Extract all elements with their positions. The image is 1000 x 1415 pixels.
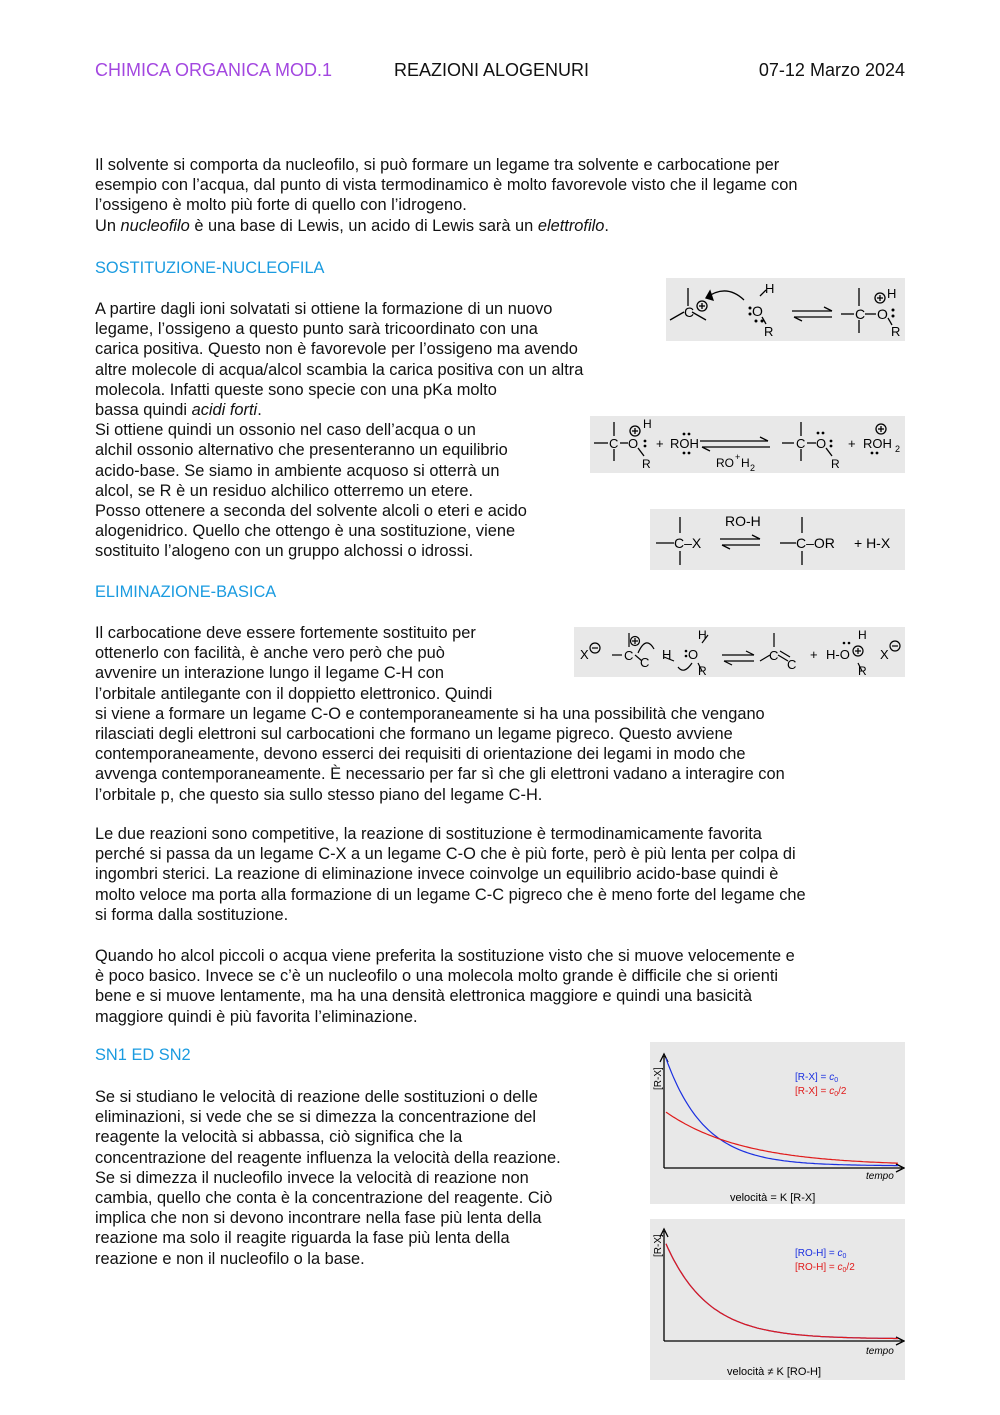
- sn-paragraph: [95, 1087, 635, 1269]
- text-line: Le due reazioni sono competitive, la reazione di sostituzione è termodinamicamente favorita: [95, 825, 762, 843]
- text-line: contemporaneamente, devono esserci dei requisiti di orientazione dei legami in modo che: [95, 745, 746, 764]
- condition-label: RO: [716, 456, 734, 470]
- svg-text:+: +: [656, 436, 664, 451]
- x-axis-label: tempo: [866, 1171, 894, 1182]
- text-fragment: è una base di Lewis, un acido di Lewis sarà un: [189, 216, 538, 235]
- text-line: l’orbitale antilegante con il doppietto elettronico. Quindi: [95, 684, 493, 703]
- text-line: Il carbocatione deve essere fortemente sostituito per: [95, 624, 476, 642]
- svg-text:+: +: [735, 452, 741, 462]
- reaction-scheme-4: [574, 627, 905, 677]
- plus-sign: +: [810, 647, 818, 662]
- chart-panel-2: [650, 1219, 905, 1380]
- text-line: ottenerlo con facilità, è anche vero però che può: [95, 644, 445, 663]
- svg-text:O: O: [752, 303, 763, 319]
- label-h: H: [643, 417, 652, 431]
- text-line: Quando ho alcol piccoli o acqua viene preferita la sostituzione visto che si muove velocemente e: [95, 947, 795, 965]
- intro-paragraph: [95, 155, 905, 236]
- text-line: Se si studiano le velocità di reazione delle sostituzioni o delle: [95, 1088, 538, 1106]
- chart-legend: [795, 1248, 855, 1274]
- label-x: X: [580, 647, 589, 662]
- chart-caption: velocità ≠ K [RO-H]: [727, 1366, 822, 1378]
- competition-paragraph: [95, 824, 905, 925]
- svg-text:+: +: [848, 436, 856, 451]
- legend-entry-0: $[RO-H] = c_0$: [795, 1248, 847, 1260]
- text-line: sostituito l’alogeno con un gruppo alchossi o idrossi.: [95, 542, 474, 561]
- text-line: avvenga contemporaneamente. È necessario per far sì che gli elettroni vadano a interagire con: [95, 765, 785, 784]
- text-line: legame, l’ossigeno a questo punto sarà tricoordinato con una: [95, 320, 538, 339]
- series-line-0: [666, 1058, 898, 1165]
- text-fragment: Un: [95, 216, 121, 235]
- svg-text:O: O: [628, 436, 639, 451]
- text-line: si forma dalla sostituzione.: [95, 905, 289, 924]
- section-title-sn1-sn2: SN1 ED SN2: [95, 1046, 191, 1064]
- label-h: H: [662, 647, 672, 662]
- chart-series-group: [666, 1058, 898, 1165]
- text-line: molecola. Infatti queste sono specie con una pKa molto: [95, 380, 497, 399]
- text-line: [95, 216, 905, 236]
- text-line: altre molecole di acqua/alcol scambia la carica positiva con un altra: [95, 360, 584, 379]
- section-title-eliminazione: ELIMINAZIONE-BASICA: [95, 583, 277, 601]
- label-h: H: [698, 628, 707, 642]
- chart-series-group: [666, 1244, 898, 1339]
- preference-paragraph: [95, 946, 905, 1027]
- scheme-solvent-attack: [666, 278, 905, 341]
- text-line: concentrazione del reagente influenza la velocità della reazione.: [95, 1148, 561, 1167]
- text-line: A partire dagli ioni solvatati si ottiene la formazione di un nuovo: [95, 300, 553, 318]
- text-line: ingombri sterici. La reazione di eliminazione invece coinvolge un equilibrio acido-base quindi è: [95, 865, 779, 884]
- chart-legend: [795, 1072, 847, 1098]
- label-r: R: [858, 664, 867, 677]
- label-h: H: [887, 286, 897, 301]
- svg-text:O: O: [688, 647, 699, 662]
- x-axis-label: tempo: [866, 1346, 894, 1357]
- svg-text:C: C: [684, 304, 695, 320]
- course-title: CHIMICA ORGANICA MOD.1: [95, 60, 333, 80]
- text-line: implica che non si devono incontrare nella fase più lenta della: [95, 1209, 542, 1228]
- section-title-sostituzione: SOSTITUZIONE-NUCLEOFILA: [95, 259, 325, 277]
- text-line: l’orbitale p, che questo sia sullo stesso piano del legame C-H.: [95, 785, 543, 804]
- label-hx: + H-X: [854, 535, 891, 551]
- label-r: R: [764, 324, 774, 339]
- svg-text:C: C: [796, 436, 806, 451]
- scheme-substitution: [650, 509, 905, 570]
- sostituzione-paragraph: [95, 299, 665, 562]
- legend-entry-1: $[R-X] = c_0/2$: [795, 1086, 847, 1098]
- text-line: molto veloce ma porta alla formazione di un legame C-C pigreco che è meno forte del legame che: [95, 885, 806, 904]
- text-line: reazione e non il nucleofilo o la base.: [95, 1249, 365, 1268]
- term-nucleofilo: nucleofilo: [120, 216, 190, 235]
- legend-entry-1: $[RO-H] = c_0/2$: [795, 1262, 855, 1274]
- kinetics-chart-2: [650, 1219, 905, 1380]
- label-h: H: [858, 628, 867, 642]
- text-line: alcol, se R è un residuo alchilico otterremo un etere.: [95, 481, 474, 500]
- text-line: reagente la velocità si abbassa, ciò significa che la: [95, 1128, 463, 1147]
- condition-label: H: [741, 456, 750, 470]
- svg-text:O: O: [877, 306, 888, 322]
- text-line: alchil ossonio alternativo che presenteranno un equilibrio: [95, 441, 508, 460]
- text-line: l’ossigeno è molto più forte di quello con l’idrogeno.: [95, 196, 467, 215]
- svg-text:C: C: [624, 648, 634, 663]
- label-r: R: [642, 457, 651, 471]
- text-line: alogenidrico. Quello che ottengo è una sostituzione, viene: [95, 522, 516, 541]
- svg-text:C: C: [769, 648, 779, 663]
- reaction-scheme-2: [590, 416, 905, 473]
- term-elettrofilo: elettrofilo: [537, 216, 605, 235]
- label-r: R: [698, 664, 707, 677]
- reaction-scheme-3: [650, 509, 905, 570]
- text-line: acido-base. Se siamo in ambiente acquoso si otterrà un: [95, 461, 500, 480]
- scheme-elimination: [574, 627, 905, 677]
- label-cor: C–OR: [796, 535, 835, 551]
- legend-entry-0: $[R-X] = c_0$: [795, 1072, 839, 1084]
- svg-text:O: O: [816, 436, 827, 451]
- subscript: 2: [750, 463, 756, 473]
- lecture-date: 07-12 Marzo 2024: [758, 60, 905, 80]
- label-cx: C–X: [674, 535, 702, 551]
- label-roh: ROH: [670, 436, 699, 451]
- kinetics-chart-1: [650, 1042, 905, 1204]
- subscript: 2: [895, 444, 901, 454]
- text-fragment: bassa quindi: [95, 401, 192, 420]
- label-r: R: [891, 324, 901, 339]
- text-line: si viene a formare un legame C-O e contemporaneamente si ha una possibilità che vengano: [95, 704, 765, 723]
- text-line: avvenire un interazione lungo il legame C-H con: [95, 664, 444, 683]
- label-roh2: ROH: [863, 436, 892, 451]
- text-line: è poco basico. Invece se c’è un nucleofilo o una molecola molto grande è difficile che si orienti: [95, 967, 779, 986]
- text-line: rilasciati degli elettroni sul carbocationi che formano un legame pigreco. Questo avviene: [95, 725, 733, 744]
- svg-text:C: C: [787, 657, 797, 672]
- topic-title: REAZIONI ALOGENURI: [394, 60, 590, 80]
- text-line: carica positiva. Questo non è favorevole per l’ossigeno ma avendo: [95, 340, 578, 359]
- series-line-1: [666, 1112, 898, 1163]
- term-acidi-forti: acidi forti: [191, 401, 258, 420]
- text-line: maggiore quindi è più favorita l’eliminazione.: [95, 1007, 418, 1026]
- text-line: cambia, quello che conta è la concentrazione del reagente. Ciò: [95, 1189, 553, 1208]
- text-line: reazione ma solo il reagite riguarda la fase più lenta della: [95, 1229, 510, 1248]
- svg-text:C: C: [855, 306, 866, 322]
- reaction-scheme-1: [666, 278, 905, 341]
- chart-caption: velocità = K [R-X]: [730, 1192, 816, 1204]
- svg-text:C: C: [609, 436, 619, 451]
- series-line-1: [666, 1244, 898, 1339]
- text-line: esempio con l’acqua, dal punto di vista termodinamico è molto favorevole visto che il legame con: [95, 176, 798, 195]
- chart-panel-1: [650, 1042, 905, 1204]
- text-line: Si ottiene quindi un ossonio nel caso dell’acqua o un: [95, 421, 476, 440]
- y-axis-label: [R-X]: [653, 1067, 664, 1090]
- label-r: R: [831, 457, 840, 471]
- label-x: X: [880, 647, 889, 662]
- text-line: [95, 400, 665, 420]
- svg-text:C: C: [640, 655, 650, 670]
- reagent-label: RO-H: [725, 513, 761, 529]
- series-line-0: [666, 1244, 898, 1339]
- text-fragment: .: [257, 401, 262, 420]
- text-line: Se si dimezza il nucleofilo invece la velocità di reazione non: [95, 1168, 529, 1187]
- text-fragment: .: [604, 216, 609, 235]
- text-line: perché si passa da un legame C-X a un legame C-O che è più forte, però è più lenta per colpa di: [95, 845, 796, 864]
- text-line: eliminazioni, si vede che se si dimezza la concentrazione del: [95, 1108, 536, 1127]
- text-line: Posso ottenere a seconda del solvente alcoli o eteri e acido: [95, 502, 527, 521]
- scheme-oxonium-exchange: [590, 416, 905, 473]
- text-line: Il solvente si comporta da nucleofilo, si può formare un legame tra solvente e carbocatione per: [95, 156, 780, 174]
- y-axis-label: [R-X]: [653, 1234, 664, 1257]
- text-line: bene e si muove lentamente, ma ha una densità elettronica maggiore e quindi una basicità: [95, 987, 752, 1006]
- label-hoh: H-O: [826, 647, 850, 662]
- label-h: H: [765, 281, 775, 296]
